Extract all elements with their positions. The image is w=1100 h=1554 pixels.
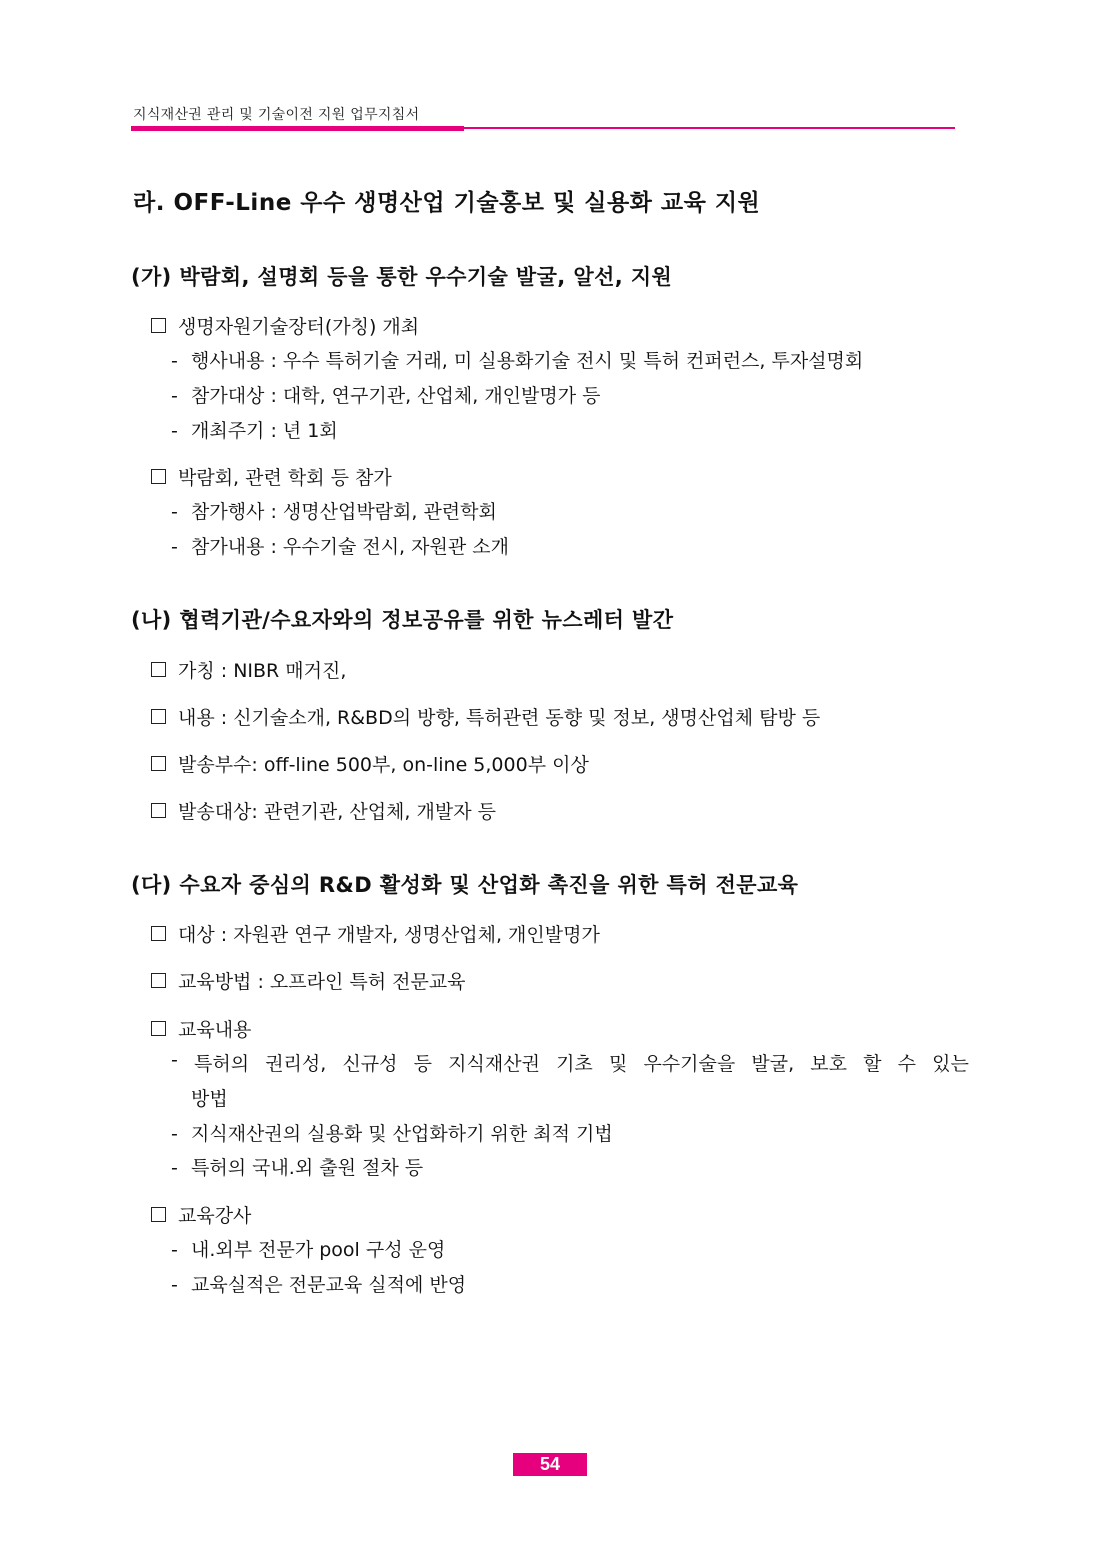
- word: 기초: [556, 1053, 593, 1075]
- detail-text: 참가행사 : 생명산업박람회, 관련학회: [191, 501, 497, 523]
- checkbox-square-icon: [151, 318, 166, 333]
- list-item: [151, 656, 346, 683]
- detail-text: 특허의 국내.외 출원 절차 등: [191, 1157, 424, 1179]
- word: 우수기술을: [643, 1053, 736, 1075]
- detail-item: [171, 497, 497, 524]
- detail-text: 교육실적은 전문교육 실적에 반영: [191, 1274, 467, 1296]
- detail-item: [171, 1153, 423, 1180]
- list-item: [151, 1201, 251, 1228]
- list-item-label: 생명자원기술장터(가칭) 개최: [178, 316, 420, 338]
- list-item-label: 대상 : 자원관 연구 개발자, 생명산업체, 개인발명가: [178, 924, 600, 946]
- detail-item: [171, 346, 863, 373]
- word: 및: [608, 1053, 628, 1075]
- list-item: [151, 797, 496, 824]
- list-item-label: 교육방법 : 오프라인 특허 전문교육: [178, 971, 466, 993]
- checkbox-square-icon: [151, 803, 166, 818]
- list-item-label: 내용 : 신기술소개, R&BD의 방향, 특허관련 동향 및 정보, 생명산업체 탐방 등: [178, 707, 821, 729]
- list-item: [151, 312, 419, 339]
- detail-text: 개최주기 : 년 1회: [191, 420, 338, 442]
- checkbox-square-icon: [151, 662, 166, 677]
- checkbox-square-icon: [151, 469, 166, 484]
- word: 신규성: [342, 1053, 398, 1075]
- list-item: [151, 1015, 251, 1042]
- list-item-label: 박람회, 관련 학회 등 참가: [178, 467, 392, 489]
- dash-bullet: -: [171, 1239, 178, 1261]
- page-header: [131, 104, 955, 130]
- checkbox-square-icon: [151, 756, 166, 771]
- word: 발굴,: [751, 1053, 795, 1075]
- detail-text: 지식재산권의 실용화 및 산업화하기 위한 최적 기법: [191, 1123, 613, 1145]
- detail-item: [171, 1270, 466, 1297]
- section-title: 라. OFF-Line 우수 생명산업 기술홍보 및 실용화 교육 지원: [133, 190, 761, 216]
- word: 지식재산권: [448, 1053, 540, 1075]
- checkbox-square-icon: [151, 973, 166, 988]
- detail-text: 참가대상 : 대학, 연구기관, 산업체, 개인발명가 등: [191, 385, 601, 407]
- dash-bullet: -: [171, 1274, 178, 1296]
- list-item: [151, 463, 392, 490]
- dash-bullet: -: [171, 385, 178, 407]
- detail-item: [171, 416, 338, 443]
- list-item-label: 가칭 : NIBR 매거진,: [178, 660, 347, 682]
- header-rule-accent: [131, 126, 464, 131]
- word: 수: [897, 1053, 916, 1075]
- detail-item: [171, 532, 509, 559]
- detail-item: [171, 1235, 445, 1262]
- detail-item: [171, 1119, 613, 1146]
- list-item: [151, 750, 589, 777]
- header-title: 지식재산권 관리 및 기술이전 지원 업무지침서: [133, 107, 420, 123]
- subsection-title-c: (다) 수요자 중심의 R&D 활성화 및 산업화 촉진을 위한 특허 전문교육: [131, 873, 799, 897]
- dash-bullet: -: [171, 1157, 178, 1179]
- checkbox-square-icon: [151, 1207, 166, 1222]
- checkbox-square-icon: [151, 709, 166, 724]
- list-item: [151, 703, 820, 730]
- list-item: [151, 967, 466, 994]
- word: 보호: [810, 1053, 847, 1075]
- checkbox-square-icon: [151, 926, 166, 941]
- dash-bullet: -: [171, 1049, 178, 1071]
- word: 등: [413, 1053, 433, 1075]
- list-item: [151, 920, 600, 947]
- dash-bullet: -: [171, 536, 178, 558]
- dash-bullet: -: [171, 1123, 178, 1145]
- word: 권리성,: [265, 1053, 327, 1075]
- detail-item: [171, 381, 600, 408]
- subsection-title-a: (가) 박람회, 설명회 등을 통한 우수기술 발굴, 알선, 지원: [131, 265, 673, 289]
- detail-text: 참가내용 : 우수기술 전시, 자원관 소개: [191, 536, 509, 558]
- page-number: 54: [513, 1453, 587, 1476]
- dash-bullet: -: [171, 501, 178, 523]
- word: 할: [863, 1053, 882, 1075]
- list-item-label: 발송부수: off-line 500부, on-line 5,000부 이상: [178, 754, 589, 776]
- dash-bullet: -: [171, 350, 178, 372]
- word: 있는: [932, 1053, 969, 1075]
- detail-text: 내.외부 전문가 pool 구성 운영: [191, 1239, 446, 1261]
- list-item-label: 발송대상: 관련기관, 산업체, 개발자 등: [178, 801, 496, 823]
- detail-text-continued: 방법: [191, 1088, 228, 1110]
- checkbox-square-icon: [151, 1021, 166, 1036]
- dash-bullet: -: [171, 420, 178, 442]
- list-item-label: 교육내용: [178, 1019, 252, 1041]
- detail-text: 행사내용 : 우수 특허기술 거래, 미 실용화기술 전시 및 특허 컨퍼런스, 투자설명회: [191, 350, 864, 372]
- subsection-title-b: (나) 협력기관/수요자와의 정보공유를 위한 뉴스레터 발간: [131, 608, 674, 632]
- word: 특허의: [194, 1053, 250, 1075]
- list-item-label: 교육강사: [178, 1205, 252, 1227]
- detail-item-justified: [171, 1049, 969, 1076]
